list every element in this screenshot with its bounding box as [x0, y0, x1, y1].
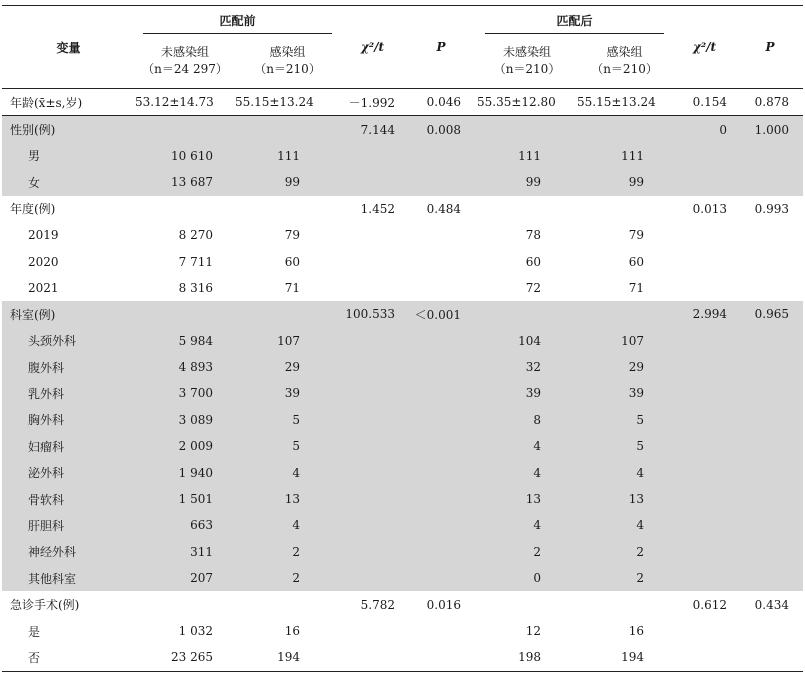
cell-after-infected: 111	[577, 143, 672, 169]
cell-after-p	[737, 433, 803, 459]
cell-after-p	[737, 459, 803, 485]
cell-before-p	[405, 459, 477, 485]
header-after-uninfected: 未感染组 （n＝210）	[477, 34, 577, 89]
cell-before-infected: 4	[235, 459, 340, 485]
cell-before-uninfected: 207	[135, 565, 235, 591]
cell-before-stat	[340, 433, 405, 459]
row-label: 2021	[28, 280, 59, 295]
cell-after-infected: 55.15±13.24	[577, 89, 672, 116]
cell-before-stat	[340, 486, 405, 512]
cell-after-uninfected: 12	[525, 624, 542, 638]
cell-before-stat	[340, 222, 405, 248]
cell-before-infected: 55.15±13.24	[235, 89, 340, 116]
row-label: 乳外科	[2, 380, 135, 406]
cell-before-p	[405, 407, 477, 433]
cell-before-p	[405, 222, 477, 248]
cell-before-uninfected	[135, 196, 235, 222]
cell-before-uninfected: 4 893	[135, 354, 235, 380]
cell-before-uninfected: 3 700	[135, 380, 235, 406]
cell-after-stat	[672, 248, 737, 274]
cell-after-stat	[672, 618, 737, 644]
cell-before-p	[405, 565, 477, 591]
header-chi-t-before: χ²/t	[340, 6, 405, 89]
cell-after-stat	[672, 644, 737, 671]
cell-after-uninfected: 72	[525, 280, 542, 295]
cell-after-infected: 5	[577, 407, 672, 433]
cell-after-infected: 60	[628, 254, 645, 269]
cell-before-uninfected: 23 265	[135, 644, 235, 671]
table-row	[2, 143, 803, 169]
cell-after-p: 1.000	[737, 116, 803, 143]
cell-after-uninfected	[477, 196, 577, 222]
cell-before-p	[405, 380, 477, 406]
cell-after-uninfected: 32	[477, 354, 577, 380]
cell-before-p: 0.484	[426, 201, 462, 216]
cell-before-infected: 79	[284, 228, 301, 243]
cell-after-p: 0.434	[754, 597, 790, 612]
table-row	[2, 539, 803, 565]
cell-after-p	[737, 565, 803, 591]
cell-before-uninfected	[135, 116, 235, 143]
cell-after-p: 0.993	[754, 201, 790, 216]
cell-before-infected: 194	[235, 644, 340, 671]
cell-after-uninfected: 111	[477, 143, 577, 169]
cell-before-stat	[340, 380, 405, 406]
cell-after-uninfected: 8	[477, 407, 577, 433]
cell-after-stat	[672, 380, 737, 406]
cell-before-stat	[340, 644, 405, 671]
cell-after-infected: 107	[577, 328, 672, 354]
cell-after-stat	[672, 512, 737, 538]
cell-before-p	[405, 169, 477, 195]
cell-after-stat	[672, 486, 737, 512]
cell-before-infected: 5	[235, 407, 340, 433]
cell-after-infected: 71	[628, 280, 645, 295]
cell-after-uninfected: 104	[477, 328, 577, 354]
cell-before-p: 0.046	[405, 89, 477, 116]
cell-before-p	[405, 354, 477, 380]
table-row	[2, 565, 803, 591]
header-before-uninfected: 未感染组 （n＝24 297）	[135, 34, 235, 89]
cell-before-infected: 111	[235, 143, 340, 169]
cell-before-uninfected: 663	[135, 512, 235, 538]
cell-after-stat	[672, 433, 737, 459]
row-label: 其他科室	[2, 565, 135, 591]
cell-before-uninfected: 7 711	[178, 254, 213, 269]
cell-after-infected	[577, 301, 672, 327]
cell-after-p	[737, 486, 803, 512]
table-header	[2, 6, 803, 89]
cell-after-uninfected: 39	[477, 380, 577, 406]
table-row	[2, 644, 803, 671]
header-before-match: 匹配前	[135, 6, 340, 35]
cell-after-stat	[672, 539, 737, 565]
row-label: 腹外科	[2, 354, 135, 380]
cell-after-uninfected	[477, 591, 577, 617]
cell-after-uninfected	[477, 116, 577, 143]
cell-after-p	[737, 275, 803, 301]
table-row	[2, 380, 803, 406]
cell-after-stat	[672, 328, 737, 354]
cell-after-infected: 4	[577, 459, 672, 485]
cell-after-p	[737, 222, 803, 248]
cell-before-p	[405, 433, 477, 459]
cell-after-p	[737, 143, 803, 169]
row-label: 女	[2, 169, 135, 195]
cell-after-infected: 99	[577, 169, 672, 195]
cell-before-infected: 71	[284, 280, 301, 295]
cell-after-stat	[672, 459, 737, 485]
cell-after-p	[737, 539, 803, 565]
cell-after-stat	[672, 222, 737, 248]
row-label: 性别(例)	[2, 116, 135, 143]
cell-before-p: 0.016	[426, 597, 462, 612]
row-label: 年度(例)	[10, 202, 56, 217]
cell-after-uninfected: 99	[477, 169, 577, 195]
cell-after-stat: 0.154	[672, 89, 737, 116]
cell-after-uninfected: 4	[477, 459, 577, 485]
cell-before-stat	[340, 618, 405, 644]
table-body	[2, 89, 803, 672]
cell-before-infected: 4	[235, 512, 340, 538]
cell-before-stat	[340, 143, 405, 169]
cell-before-p	[405, 486, 477, 512]
row-label: 头颈外科	[2, 328, 135, 354]
cell-before-uninfected	[135, 591, 235, 617]
cell-after-p	[737, 512, 803, 538]
cell-after-uninfected: 0	[477, 565, 577, 591]
cell-before-stat	[340, 407, 405, 433]
cell-before-uninfected: 3 089	[135, 407, 235, 433]
table-row	[2, 354, 803, 380]
cell-before-uninfected: 13 687	[135, 169, 235, 195]
table-row	[2, 196, 803, 222]
cell-before-uninfected: 1 940	[135, 459, 235, 485]
cell-after-p	[737, 618, 803, 644]
cell-before-uninfected: 1 032	[178, 624, 213, 638]
row-label: 科室(例)	[2, 301, 135, 327]
cell-after-p	[737, 644, 803, 671]
header-variable: 变量	[2, 6, 135, 89]
cell-after-p: 0.878	[737, 89, 803, 116]
cell-after-infected	[577, 116, 672, 143]
cell-before-stat	[340, 248, 405, 274]
cell-before-p	[405, 618, 477, 644]
cell-after-infected: 39	[577, 380, 672, 406]
cell-after-uninfected: 55.35±12.80	[477, 89, 577, 116]
cell-after-p	[737, 354, 803, 380]
table-row	[2, 433, 803, 459]
table-row	[2, 328, 803, 354]
table-row	[2, 248, 803, 274]
cell-after-infected: 13	[577, 486, 672, 512]
cell-after-uninfected: 4	[477, 512, 577, 538]
header-p-before: P	[405, 6, 477, 89]
cell-before-stat	[340, 354, 405, 380]
cell-before-infected: 16	[284, 624, 301, 638]
cell-before-stat	[340, 459, 405, 485]
cell-before-p	[405, 328, 477, 354]
cell-after-uninfected: 198	[477, 644, 577, 671]
cell-before-stat: 5.782	[360, 597, 396, 612]
cell-after-infected: 5	[577, 433, 672, 459]
table-row	[2, 301, 803, 327]
cell-before-p: ＜0.001	[405, 301, 477, 327]
row-label: 2019	[28, 228, 59, 243]
table-row	[2, 486, 803, 512]
cell-before-infected	[235, 116, 340, 143]
cell-before-infected	[235, 301, 340, 327]
cell-after-p	[737, 169, 803, 195]
table-row	[2, 618, 803, 644]
cell-before-stat: 7.144	[340, 116, 405, 143]
cell-after-uninfected: 60	[525, 254, 542, 269]
table-row	[2, 407, 803, 433]
cell-after-stat	[672, 143, 737, 169]
table-row	[2, 89, 803, 116]
cell-before-stat	[340, 512, 405, 538]
cell-before-infected	[235, 591, 340, 617]
cell-before-uninfected: 1 501	[135, 486, 235, 512]
row-label: 骨软科	[2, 486, 135, 512]
cell-before-p	[405, 143, 477, 169]
cell-before-infected: 39	[235, 380, 340, 406]
cell-before-uninfected: 311	[135, 539, 235, 565]
cell-before-uninfected: 53.12±14.73	[135, 89, 235, 116]
cell-after-p	[737, 328, 803, 354]
cell-before-uninfected: 2 009	[135, 433, 235, 459]
cell-after-p: 0.965	[737, 301, 803, 327]
table-row	[2, 459, 803, 485]
cell-after-stat: 2.994	[672, 301, 737, 327]
header-before-infected: 感染组 （n＝210）	[235, 34, 340, 89]
cell-after-uninfected: 78	[525, 228, 542, 243]
cell-after-stat	[672, 565, 737, 591]
header-chi-t-after: χ²/t	[672, 6, 737, 89]
cell-after-uninfected: 2	[477, 539, 577, 565]
cell-after-infected: 29	[577, 354, 672, 380]
table-row	[2, 116, 803, 143]
cell-after-p	[737, 407, 803, 433]
header-after-match: 匹配后	[477, 6, 672, 35]
cell-after-stat	[672, 354, 737, 380]
table-row	[2, 591, 803, 617]
cell-before-uninfected: 8 316	[178, 280, 213, 295]
cell-after-stat	[672, 169, 737, 195]
cell-before-uninfected	[135, 301, 235, 327]
cell-after-p	[737, 380, 803, 406]
cell-before-p	[405, 539, 477, 565]
row-label: 泌外科	[2, 459, 135, 485]
cell-before-stat	[340, 275, 405, 301]
cell-before-infected: 2	[235, 565, 340, 591]
cell-before-infected: 99	[235, 169, 340, 195]
comparison-table	[2, 5, 803, 672]
cell-after-infected: 2	[577, 565, 672, 591]
cell-before-p	[405, 248, 477, 274]
cell-after-stat: 0.013	[692, 201, 728, 216]
row-label: 妇瘤科	[2, 433, 135, 459]
cell-before-stat	[340, 169, 405, 195]
row-label: 肝胆科	[2, 512, 135, 538]
row-label: 神经外科	[2, 539, 135, 565]
cell-after-stat: 0	[672, 116, 737, 143]
cell-before-p: 0.008	[405, 116, 477, 143]
cell-before-stat: －1.992	[340, 89, 405, 116]
row-label: 是	[28, 624, 41, 639]
table-row	[2, 222, 803, 248]
cell-after-stat	[672, 407, 737, 433]
cell-after-stat	[672, 275, 737, 301]
cell-after-p	[737, 248, 803, 274]
table-row	[2, 275, 803, 301]
row-label: 否	[2, 644, 135, 671]
header-after-infected: 感染组 （n＝210）	[577, 34, 672, 89]
cell-before-infected	[235, 196, 340, 222]
row-label: 2020	[28, 254, 59, 269]
cell-before-infected: 107	[235, 328, 340, 354]
cell-before-stat	[340, 328, 405, 354]
cell-before-infected: 2	[235, 539, 340, 565]
cell-before-stat	[340, 565, 405, 591]
cell-before-stat: 1.452	[360, 201, 396, 216]
cell-before-p	[405, 275, 477, 301]
cell-after-infected: 2	[577, 539, 672, 565]
cell-before-uninfected: 8 270	[178, 228, 213, 243]
cell-before-infected: 5	[235, 433, 340, 459]
cell-after-infected	[577, 196, 672, 222]
cell-after-uninfected: 4	[477, 433, 577, 459]
header-p-after: P	[737, 6, 803, 89]
row-label: 急诊手术(例)	[10, 598, 80, 613]
cell-after-stat: 0.612	[692, 597, 728, 612]
cell-after-infected: 4	[577, 512, 672, 538]
cell-before-p	[405, 512, 477, 538]
cell-after-infected	[577, 591, 672, 617]
cell-before-infected: 13	[235, 486, 340, 512]
row-label: 胸外科	[2, 407, 135, 433]
cell-after-uninfected	[477, 301, 577, 327]
row-label: 男	[2, 143, 135, 169]
cell-before-stat	[340, 539, 405, 565]
table-row	[2, 169, 803, 195]
cell-before-infected: 60	[284, 254, 301, 269]
cell-after-infected: 79	[628, 228, 645, 243]
cell-after-infected: 194	[577, 644, 672, 671]
cell-before-uninfected: 5 984	[135, 328, 235, 354]
cell-after-infected: 16	[628, 624, 645, 638]
cell-before-p	[405, 644, 477, 671]
row-label: 年龄(x̄±s,岁)	[2, 89, 135, 116]
cell-before-stat: 100.533	[340, 301, 405, 327]
cell-before-infected: 29	[235, 354, 340, 380]
table-row	[2, 512, 803, 538]
cell-before-uninfected: 10 610	[135, 143, 235, 169]
cell-after-uninfected: 13	[477, 486, 577, 512]
